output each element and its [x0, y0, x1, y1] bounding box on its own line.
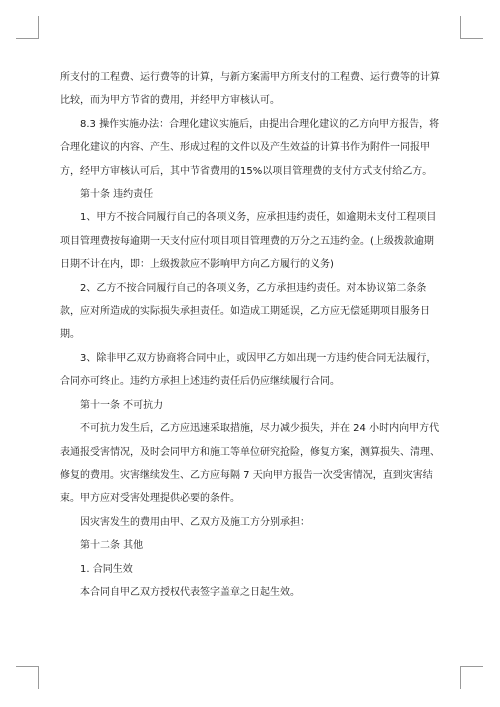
heading-article-11: 第十一条 不可抗力 — [80, 399, 164, 411]
paragraph-force-majeure: 不可抗力发生后，乙方应迅速采取措施，尽力减少损失，并在 24 小时内向甲方代表通报受害情况，及时会同甲方和施工等单位研究抢险，修复方案，测算损失、清理、修复的费用。灾害继续发生、乙方应每隔 7 天向甲方报告一次受害情况，直到灾害结束。甲方应对受害处理提供必要的条件。 — [60, 423, 440, 505]
paragraph-cost-calculation: 所支付的工程费、运行费等的计算，与新方案需甲方所支付的工程费、运行费等的计算比较，而为甲方节省的费用，并经甲方审核认可。 — [60, 72, 440, 107]
paragraph-effective-date: 本合同自甲乙双方授权代表签字盖章之日起生效。 — [80, 586, 300, 598]
paragraph-8-3-implementation: 8.3 操作实施办法：合理化建议实施后，由提出合理化建议的乙方向甲方报告，将合理化建议的内容、产生、形成过程的文件以及产生效益的计算书作为附件一同报甲方，经甲方审核认可后，其中节省费用的15%以项目管理费的支付方式支付给乙方。 — [60, 118, 440, 177]
crop-mark-bottom-right — [460, 666, 483, 689]
paragraph-10-2: 2、乙方不按合同履行自己的各项义务，乙方承担违约责任。对本协议第二条条款，应对所造成的实际损失承担责任。如造成工期延误，乙方应无偿延期项目服务日期。 — [60, 282, 430, 341]
document-body — [60, 66, 442, 604]
heading-article-12: 第十二条 其他 — [80, 540, 144, 552]
paragraph-disaster-costs: 因灾害发生的费用由甲、乙双方及施工方分别承担： — [80, 516, 310, 528]
crop-mark-top-left — [16, 16, 39, 39]
crop-mark-top-right — [460, 16, 483, 39]
paragraph-10-3: 3、除非甲乙双方协商将合同中止，或因甲乙方如出现一方违约使合同无法履行，合同亦可终止。违约方承担上述违约责任后仍应继续履行合同。 — [60, 352, 437, 388]
paragraph-10-1: 1、甲方不按合同履行自己的各项义务，应承担违约责任，如逾期未支付工程项目项目管理费按每逾期一天支付应付项目项目管理费的万分之五违约金。(上级拨款逾期日期不计在内，即：上级拨款应不影响甲方向乙方履行的义务) — [60, 212, 437, 271]
crop-mark-bottom-left — [16, 666, 39, 689]
heading-article-10: 第十条 违约责任 — [80, 189, 154, 201]
heading-contract-effective: 1. 合同生效 — [80, 563, 133, 575]
